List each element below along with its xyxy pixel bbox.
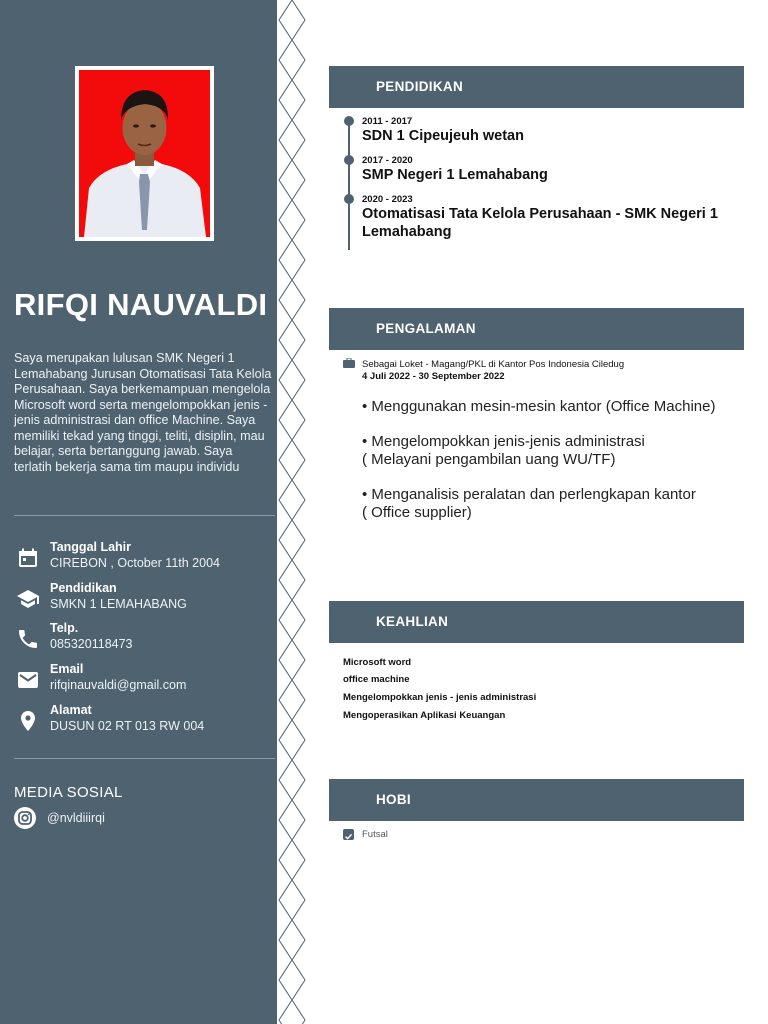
info-phone	[14, 621, 272, 659]
experience-section-title: PENGALAMAN	[376, 321, 476, 336]
calendar-icon	[16, 546, 40, 570]
hobby-section-title: HOBI	[376, 792, 411, 807]
email-value: rifqinauvaldi@gmail.com	[50, 678, 187, 692]
address-value: DUSUN 02 RT 013 RW 004	[50, 719, 205, 733]
sidebar	[0, 0, 277, 1024]
education-section-title: PENDIDIKAN	[376, 79, 464, 94]
profile-summary: Saya merupakan lulusan SMK Negeri 1 Lemahabang Jurusan Otomatisasi Tata Kelola Perusahaan. Saya berkemampuan mengelola Microsoft word serta mengelompokkan jenis - jenis administrasi dan office Machine. Saya memiliki tekad yang tinggi, teliti, disiplin, mau belajar, serta bertanggung jawab. Saya terlatih bekerja sama tim maupu individu	[14, 351, 272, 474]
experience-section-header	[329, 308, 744, 350]
phone-value: 085320118473	[50, 637, 133, 651]
hobby-section-header	[329, 779, 744, 821]
checkbox-icon	[343, 829, 354, 840]
hobby-item: Futsal	[362, 829, 388, 840]
instagram-handle[interactable]: @nvldiiirqi	[47, 811, 105, 825]
sidebar-divider	[14, 758, 275, 759]
experience-point: • Mengelompokkan jenis-jenis administrasi ( Melayani pengambilan uang WU/TF)	[362, 433, 645, 468]
phone-label: Telp.	[50, 621, 79, 635]
profile-photo-frame	[75, 66, 214, 241]
profile-photo	[79, 70, 210, 237]
info-address	[14, 703, 272, 741]
timeline-dot	[344, 155, 354, 165]
info-education	[14, 581, 272, 619]
experience-dates: 4 Juli 2022 - 30 September 2022	[362, 371, 505, 382]
birthdate-label: Tanggal Lahir	[50, 540, 132, 554]
education-label: Pendidikan	[50, 581, 117, 595]
phone-icon	[16, 627, 40, 651]
skill-item: Mengoperasikan Aplikasi Keuangan	[343, 710, 506, 721]
education-years: 2020 - 2023	[362, 194, 413, 205]
skills-section-title: KEAHLIAN	[376, 614, 449, 629]
education-value: SMKN 1 LEMAHABANG	[50, 597, 187, 611]
education-years: 2017 - 2020	[362, 155, 413, 166]
briefcase-icon	[343, 358, 355, 368]
email-label: Email	[50, 662, 84, 676]
experience-point: • Menganalisis peralatan dan perlengkapan kantor ( Office supplier)	[362, 486, 696, 521]
skills-section-header	[329, 601, 744, 643]
timeline-dot	[344, 116, 354, 126]
full-name: RIFQI NAUVALDI	[14, 287, 268, 322]
education-section-header	[329, 66, 744, 108]
skill-item: Microsoft word	[343, 657, 412, 668]
info-email	[14, 662, 272, 700]
education-school: SDN 1 Cipeujeuh wetan	[362, 128, 524, 144]
sidebar-divider	[14, 515, 275, 516]
location-pin-icon	[16, 709, 40, 733]
social-media-heading: MEDIA SOSIAL	[14, 784, 123, 801]
instagram-icon	[14, 807, 36, 829]
timeline-dot	[344, 194, 354, 204]
education-school: SMP Negeri 1 Lemahabang	[362, 167, 548, 183]
education-school: Otomatisasi Tata Kelola Perusahaan - SMK Negeri 1 Lemahabang	[362, 206, 718, 240]
education-timeline	[348, 122, 350, 250]
decorative-diamond-border	[277, 0, 307, 1024]
experience-point: • Menggunakan mesin-mesin kantor (Office Machine)	[362, 398, 716, 415]
experience-role: Sebagai Loket - Magang/PKL di Kantor Pos Indonesia Ciledug	[362, 359, 625, 370]
diamond-pattern-icon	[277, 0, 307, 1024]
info-birthdate	[14, 540, 272, 578]
graduation-cap-icon	[16, 587, 40, 611]
education-years: 2011 - 2017	[362, 116, 413, 127]
address-label: Alamat	[50, 703, 92, 717]
person-portrait-icon	[79, 70, 210, 237]
skill-item: office machine	[343, 674, 410, 685]
birthdate-value: CIREBON , October 11th 2004	[50, 556, 220, 570]
skill-item: Mengelompokkan jenis - jenis administrasi	[343, 692, 537, 703]
email-icon	[16, 668, 40, 692]
